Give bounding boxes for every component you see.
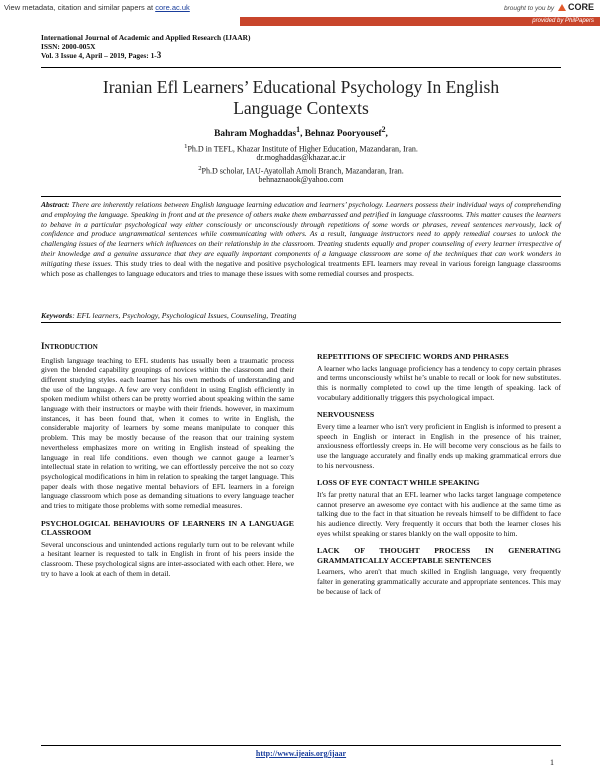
repetition-text: A learner who lacks language proficiency has a tendency to copy certain phrases and terms unconsciously whilst he’s unable to recall or look for new substitutes. this is normally completed to cowl up the time length of speaking. lack of vocabulary additionally triggers this psychological impact.	[317, 363, 561, 402]
psych-text: Several unconscious and unintended actions regularly turn out to be relevant while a hesitant learner is requested to talk in English in front of his peers inside the classroom. These psychological signs are inter-associated with each other. Here, we try to have a look at each of them in detail.	[41, 539, 294, 578]
core-brought-by	[504, 2, 594, 12]
core-link[interactable]: core.ac.uk	[155, 3, 190, 12]
core-metadata-text: View metadata, citation and similar papers at	[4, 3, 156, 12]
author1-name: Bahram Moghaddas	[214, 129, 297, 140]
affiliation-2-text: Ph.D scholar, IAU-Ayatollah Amoli Branch, Mazandaran, Iran.	[201, 166, 404, 176]
journal-header	[41, 33, 250, 60]
keywords	[41, 311, 561, 320]
abstract-top-rule	[41, 196, 561, 197]
core-metadata-notice	[4, 3, 190, 12]
provided-by-text[interactable]: provided by PhilPapers	[532, 18, 594, 24]
author-separator: , Behnaz Pooryousef	[300, 129, 382, 140]
thought-process-heading: LACK OF THOUGHT PROCESS IN GENERATING GRAMMATICALLY ACCEPTABLE SENTENCES	[317, 546, 561, 565]
journal-name: International Journal of Academic and Applied Research (IJAAR)	[41, 33, 251, 42]
abstract-bottom-rule	[41, 322, 561, 323]
thought-process-text: Learners, who aren't that much skilled in English language, very frequently falter in generating grammatically accurate and appropriate sentences. This may be because of lack of	[317, 567, 561, 596]
email-1: dr.moghaddas@khazar.ac.ir	[256, 153, 346, 162]
header-rule	[41, 67, 561, 68]
abstract	[41, 200, 561, 278]
page-number: 1	[550, 758, 554, 767]
core-logo-text: CORE	[567, 2, 594, 12]
journal-volume-last: 3	[156, 50, 162, 60]
core-banner	[0, 0, 600, 18]
left-column	[41, 342, 294, 579]
footer-link[interactable]: http://www.ijeais.org/ijaar	[255, 749, 347, 758]
abstract-label: Abstract:	[41, 200, 70, 209]
author-end: ,	[385, 129, 388, 140]
right-column	[317, 352, 561, 596]
journal-issn: ISSN: 2000-005X	[41, 42, 96, 51]
eye-contact-heading: LOSS OF EYE CONTACT WHILE SPEAKING	[317, 478, 480, 488]
footer-url	[41, 749, 561, 758]
keywords-text: : EFL learners, Psychology, Psychological Issues, Counseling, Treating	[72, 311, 297, 320]
provided-by-bar	[240, 17, 600, 26]
journal-volume	[41, 51, 250, 60]
intro-text: English language teaching to EFL students has usually been a traumatic process given the blended capability groupings of novices within the classroom and their different studying styles. each learner has his own methods of understanding and the use of the language. A few are very confident in using English efficiently in spoken medium whilst others can be pretty worried about speaking within the same language with their instructors or maybe with their friends. however, in maximum instances, it has been found that, when it comes to write in English, the considerable majority of learners by some means manipulate to conquer this problem. This may be mostly because of the reason that our training system nevertheless emphasizes more on writing in English instead of speaking the language in real life conditions. even though we cannot gauge a learner’s intellectual state in relation to writing, we can effortlessly perceive the not so cozy psychological modifications in him in relation to speaking the target language. This paper deals with those negative mental behaviors of EFL learners in a foreign language classroom which pose as demanding situations to every language teacher and tries to mitigate those problems with some remedial measures.	[41, 355, 294, 511]
psych-heading: PSYCHOLOGICAL BEHAVIOURS OF LEARNERS IN A LANGUAGE CLASSROOM	[41, 518, 294, 538]
core-logo[interactable]	[558, 2, 594, 12]
affiliation-2-sup: 2	[198, 165, 202, 172]
nervousness-heading: NERVOUSNESS	[317, 410, 375, 420]
email-2: behnaznaook@yahoo.com	[258, 175, 344, 184]
journal-volume-text: Vol. 3 Issue 4, April – 2019, Pages: 1-	[41, 51, 157, 60]
paper-title-line2: Language Contexts	[233, 98, 369, 118]
affiliation-1-sup: 1	[184, 143, 188, 150]
eye-contact-text: It's far pretty natural that an EFL learner who lacks target language competence cannot preserve an awesome eye contact with his audience at the same time as talking due to the fact in that situation he reveals himself to be diffident to face his audience directly. Very frequently it occurs that both the learner closes his eyes whilst speaking or stares blankly on the wall opposite to him.	[317, 489, 561, 538]
affiliation-1-text: Ph.D in TEFL, Khazar Institute of Higher Education, Mazandaran, Iran.	[187, 144, 418, 154]
author1-sup: 1	[296, 125, 301, 134]
nervousness-text: Every time a learner who isn't very proficient in English is informed to present a speech in English or interact in English in the presence of his trainer, anxiousness effortlessly creeps in. He will become very conscious as he fails to use the language accurately and finally ends up making grammatical errors due to his nervousness.	[317, 421, 561, 470]
brought-by-text: brought to you by	[503, 5, 555, 12]
abstract-text-upright: This study tries to deal with the negative and positive psychological treatments EFL learners may reveal in various foreign language classrooms which pose as challenges to language educators and tries to manage these issues with some remedial courses and prospects.	[41, 258, 561, 278]
paper-authors	[41, 125, 561, 139]
repetition-heading: REPETITIONS OF SPECIFIC WORDS AND PHRASES	[317, 352, 509, 361]
core-logo-icon	[558, 4, 566, 11]
paper-title-line1: Iranian Efl Learners’ Educational Psychology In English	[102, 77, 500, 97]
author2-sup: 2	[381, 125, 386, 134]
paper-title	[41, 77, 561, 119]
footer-rule	[41, 745, 561, 746]
abstract-text: There are inherently relations between English language learning education and learners’ psychology. Learners possess their individual ways of comprehending and employing the language. Speaking in front and at the presence of others make them embarrassed and petrified in language classrooms. This matter causes the learners to behave in a particular psychological way either consciously or unconsciously through repetitions of some words or phrases, reveal sentences nervously, lack of confidence and produce ungrammatical sentences while communicating with others. As a result, language instructors need to apply remedial courses to unlock the challenging issues of the learners which influences on their relationship in the classroom. Treating students equally and proper counseling of every learner irrespective of their knowledge and a genuine assurance that they are equally important components of a language classroom are some of the techniques that can work wonders in mitigating these issues.	[41, 200, 561, 268]
keywords-label: Keywords	[41, 311, 73, 320]
intro-heading: INTRODUCTION	[41, 341, 98, 351]
